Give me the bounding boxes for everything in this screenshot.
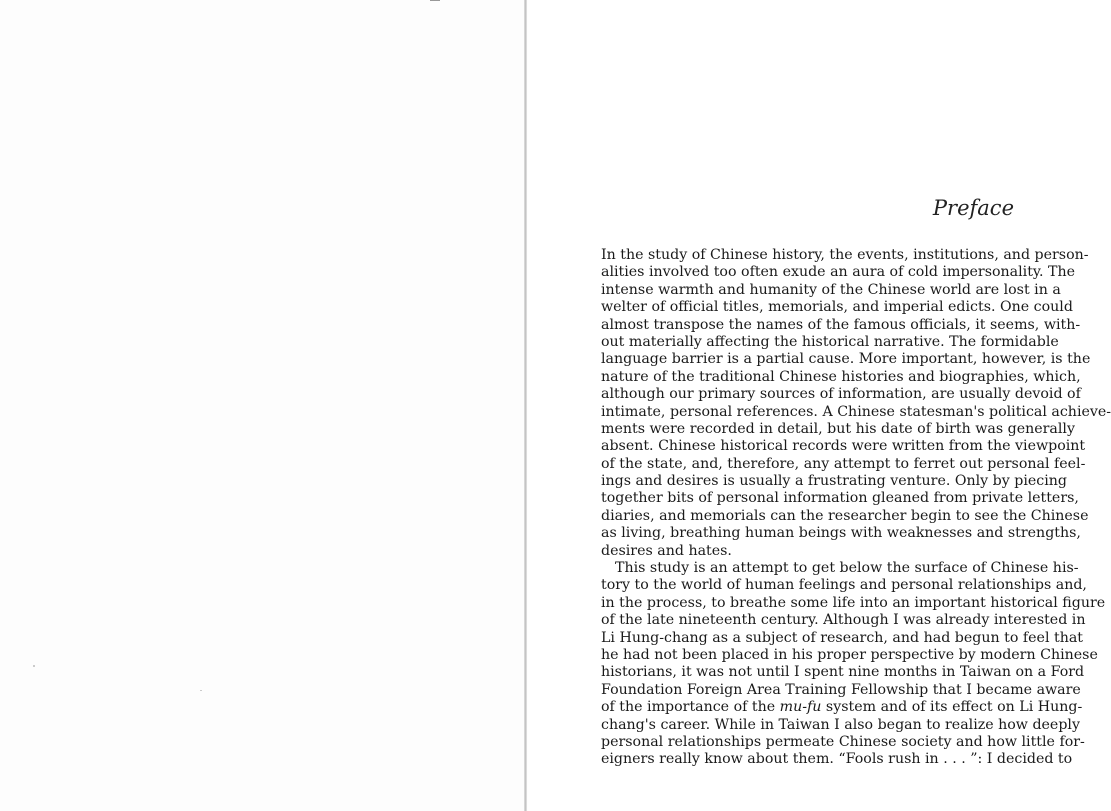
text-line: nature of the traditional Chinese histories and biographies, which, <box>601 368 1081 385</box>
text-line: Foundation Foreign Area Training Fellowship that I became aware <box>601 681 1081 698</box>
text-line: of the late nineteenth century. Although I was already interested in <box>601 612 1086 629</box>
text-line: chang's career. While in Taiwan I also began to realize how deeply <box>601 716 1080 733</box>
text-line: as living, breathing human beings with weaknesses and strengths, <box>601 525 1081 542</box>
book-gutter <box>524 0 527 811</box>
paragraph-1 <box>601 247 1111 560</box>
italic-term: mu-fu <box>779 699 822 716</box>
text-line: ings and desires is usually a frustrating venture. Only by piecing <box>601 473 1068 490</box>
page-mark <box>430 0 440 1</box>
text-line: welter of official titles, memorials, and imperial edicts. One could <box>601 299 1073 316</box>
text-line: alities involved too often exude an aura of cold impersonality. The <box>601 264 1076 281</box>
text-line: In the study of Chinese history, the events, institutions, and person- <box>601 247 1089 263</box>
text-line: This study is an attempt to get below the surface of Chinese his- <box>615 560 1079 577</box>
paper-speck <box>33 665 35 667</box>
text-line: Li Hung-chang as a subject of research, and had begun to feel that <box>601 629 1083 646</box>
page-title: Preface <box>932 196 1014 220</box>
text-line: tory to the world of human feelings and personal relationships and, <box>601 577 1087 594</box>
text-line: almost transpose the names of the famous officials, it seems, with- <box>601 316 1081 333</box>
text-line: eigners really know about them. “Fools rush in . . . ”: I decided to <box>601 751 1073 768</box>
text-line: desires and hates. <box>601 542 732 559</box>
text-line: out materially affecting the historical narrative. The formidable <box>601 333 1059 350</box>
text-line: intense warmth and humanity of the Chinese world are lost in a <box>601 281 1061 298</box>
paragraph-2 <box>601 560 1106 769</box>
text-line: in the process, to breathe some life into an important historical figure <box>601 594 1106 611</box>
text-line: intimate, personal references. A Chinese statesman's political achieve- <box>601 403 1111 420</box>
text-line: of the state, and, therefore, any attempt to ferret out personal feel- <box>601 455 1086 472</box>
text-line: of the importance of the mu-fu system and of its effect on Li Hung- <box>601 699 1083 716</box>
text-line: language barrier is a partial cause. More important, however, is the <box>601 351 1091 368</box>
text-line: although our primary sources of information, are usually devoid of <box>601 386 1081 403</box>
right-page <box>528 0 1111 811</box>
left-page-blank <box>0 0 525 811</box>
text-line: absent. Chinese historical records were written from the viewpoint <box>601 438 1086 455</box>
text-line: personal relationships permeate Chinese society and how little for- <box>601 733 1085 750</box>
text-line: diaries, and memorials can the researcher begin to see the Chinese <box>601 507 1089 524</box>
text-line: together bits of personal information gleaned from private letters, <box>601 490 1079 507</box>
preface-body <box>601 247 1111 769</box>
text-line: he had not been placed in his proper perspective by modern Chinese <box>601 646 1098 663</box>
text-line: historians, it was not until I spent nine months in Taiwan on a Ford <box>601 664 1085 681</box>
paper-speck <box>200 690 202 691</box>
text-line: ments were recorded in detail, but his date of birth was generally <box>601 420 1075 437</box>
